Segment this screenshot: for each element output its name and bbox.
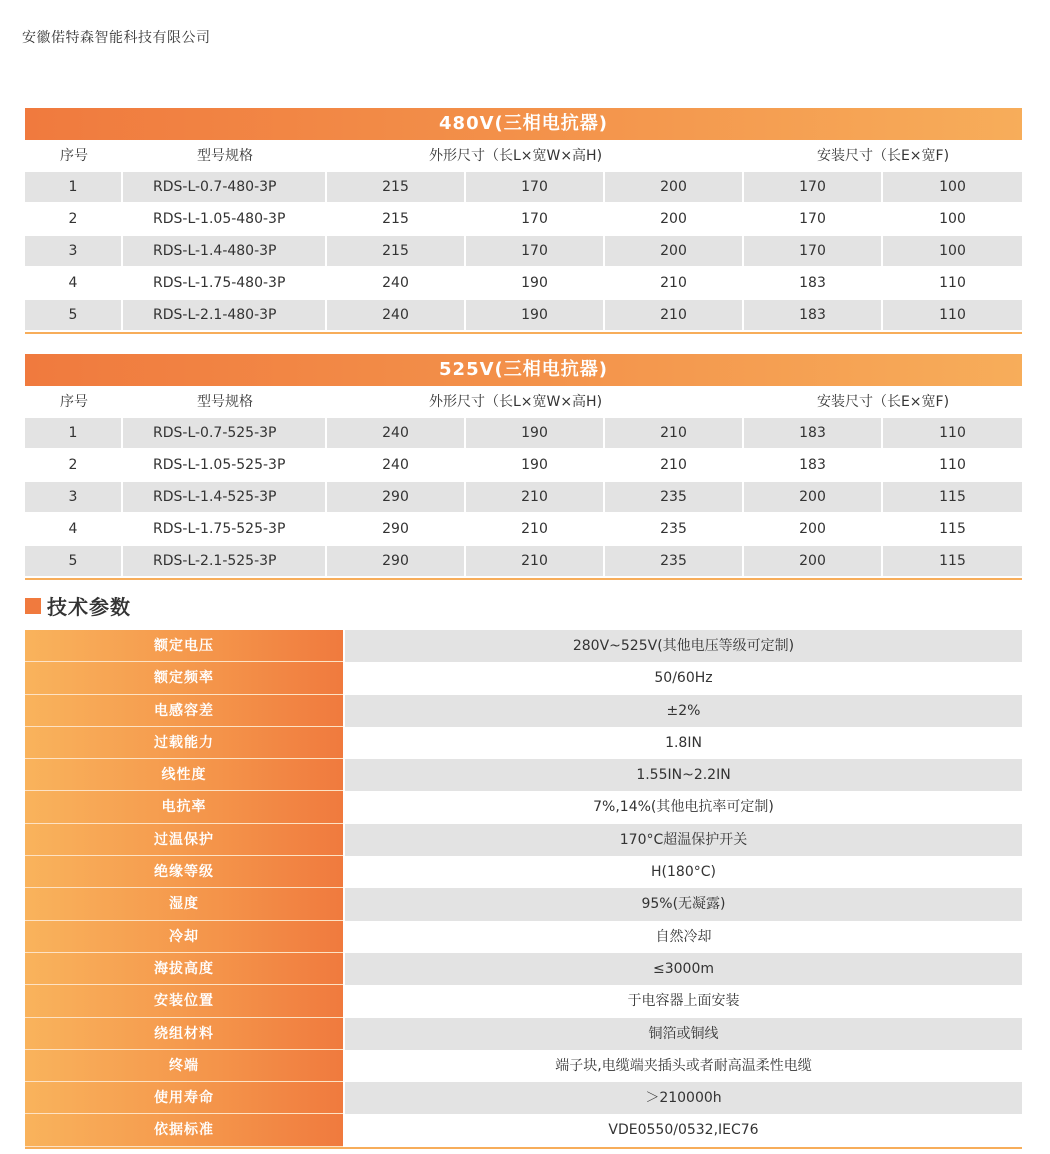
cell-model: RDS-L-2.1-480-3P [123, 300, 327, 332]
cell-mount-length: 170 [744, 236, 883, 268]
cell-length: 240 [327, 450, 466, 482]
table-header [25, 386, 1022, 418]
square-bullet-icon [25, 598, 41, 614]
cell-width: 210 [466, 546, 605, 578]
param-label: 海拔高度 [25, 953, 343, 985]
cell-mount-length: 183 [744, 450, 883, 482]
cell-length: 215 [327, 204, 466, 236]
cell-index: 3 [25, 236, 123, 268]
cell-mount-length: 200 [744, 482, 883, 514]
cell-model: RDS-L-1.05-525-3P [123, 450, 327, 482]
table-body [25, 172, 1022, 332]
header-index: 序号 [60, 394, 88, 410]
param-value: 铜箔或铜线 [345, 1018, 1022, 1050]
cell-length: 215 [327, 172, 466, 204]
cell-index: 4 [25, 268, 123, 300]
cell-height: 200 [605, 236, 744, 268]
param-row [25, 662, 1022, 694]
params-body [25, 630, 1022, 1147]
cell-mount-length: 200 [744, 546, 883, 578]
header-dims: 外形尺寸（长L×宽W×高H) [428, 148, 603, 164]
table-row [25, 300, 1022, 332]
table-row [25, 514, 1022, 546]
table-row [25, 204, 1022, 236]
param-row [25, 953, 1022, 985]
param-value: 1.8IN [665, 734, 702, 751]
cell-mount-width: 100 [883, 236, 1022, 268]
table-row [25, 236, 1022, 268]
cell-width: 170 [466, 172, 605, 204]
cell-width: 210 [466, 514, 605, 546]
cell-length: 290 [327, 482, 466, 514]
cell-length: 240 [327, 300, 466, 332]
param-row [25, 985, 1022, 1017]
param-value: ＞210000h [345, 1082, 1022, 1114]
params-divider [25, 1147, 1022, 1149]
cell-index: 3 [25, 482, 123, 514]
cell-height: 210 [605, 450, 744, 482]
tech-params-table [25, 630, 1022, 1149]
cell-mount-width: 100 [883, 172, 1022, 204]
param-label: 过温保护 [25, 824, 343, 856]
param-label: 湿度 [25, 888, 343, 920]
cell-width: 190 [466, 300, 605, 332]
cell-height: 235 [605, 514, 744, 546]
param-value: 50/60Hz [654, 670, 713, 687]
cell-index: 5 [25, 300, 123, 332]
param-label: 电抗率 [25, 791, 343, 823]
param-row [25, 888, 1022, 920]
cell-mount-length: 170 [744, 172, 883, 204]
param-label: 绕组材料 [25, 1018, 343, 1050]
cell-height: 200 [605, 172, 744, 204]
table-title: 525V(三相电抗器) [25, 354, 1022, 386]
cell-length: 290 [327, 546, 466, 578]
cell-mount-width: 110 [883, 450, 1022, 482]
cell-mount-length: 183 [744, 268, 883, 300]
cell-length: 290 [327, 514, 466, 546]
cell-width: 190 [466, 450, 605, 482]
cell-index: 1 [25, 418, 123, 450]
cell-index: 2 [25, 450, 123, 482]
cell-width: 190 [466, 418, 605, 450]
param-label: 额定频率 [25, 662, 343, 694]
table-divider [25, 578, 1022, 580]
cell-mount-width: 110 [883, 300, 1022, 332]
cell-model: RDS-L-1.4-525-3P [123, 482, 327, 514]
tech-title: 技术参数 [47, 595, 131, 619]
cell-mount-length: 170 [744, 204, 883, 236]
cell-model: RDS-L-1.75-480-3P [123, 268, 327, 300]
cell-model: RDS-L-0.7-525-3P [123, 418, 327, 450]
param-label: 使用寿命 [25, 1082, 343, 1114]
param-value: 端子块,电缆端夹插头或者耐高温柔性电缆 [555, 1057, 812, 1074]
cell-width: 170 [466, 236, 605, 268]
cell-height: 235 [605, 482, 744, 514]
param-label: 依据标准 [25, 1114, 343, 1146]
param-row [25, 1050, 1022, 1082]
cell-mount-width: 115 [883, 482, 1022, 514]
cell-index: 2 [25, 204, 123, 236]
param-value: 280V~525V(其他电压等级可定制) [345, 630, 1022, 662]
cell-model: RDS-L-1.4-480-3P [123, 236, 327, 268]
table-row [25, 172, 1022, 204]
table-row [25, 418, 1022, 450]
param-label: 过载能力 [25, 727, 343, 759]
table-header [25, 140, 1022, 172]
param-row [25, 1082, 1022, 1114]
cell-width: 210 [466, 482, 605, 514]
param-row [25, 824, 1022, 856]
param-value: 95%(无凝露) [345, 888, 1022, 920]
cell-height: 235 [605, 546, 744, 578]
table-480v [25, 108, 1022, 334]
cell-width: 170 [466, 204, 605, 236]
cell-width: 190 [466, 268, 605, 300]
param-value: 1.55IN~2.2IN [345, 759, 1022, 791]
param-label: 安装位置 [25, 985, 343, 1017]
cell-index: 1 [25, 172, 123, 204]
cell-height: 200 [605, 204, 744, 236]
cell-mount-length: 200 [744, 514, 883, 546]
param-value: 自然冷却 [655, 928, 712, 945]
table-title: 480V(三相电抗器) [25, 108, 1022, 140]
table-row [25, 450, 1022, 482]
param-row [25, 1114, 1022, 1146]
param-row [25, 630, 1022, 662]
company-name: 安徽偌特森智能科技有限公司 [22, 30, 211, 46]
param-label: 额定电压 [25, 630, 343, 662]
param-value: ±2% [345, 695, 1022, 727]
cell-model: RDS-L-1.75-525-3P [123, 514, 327, 546]
header-model: 型号规格 [197, 148, 253, 164]
param-label: 冷却 [25, 921, 343, 953]
cell-model: RDS-L-1.05-480-3P [123, 204, 327, 236]
header-dims: 外形尺寸（长L×宽W×高H) [428, 394, 603, 410]
cell-mount-width: 115 [883, 546, 1022, 578]
cell-length: 240 [327, 268, 466, 300]
tech-section-heading [25, 591, 131, 620]
param-row [25, 856, 1022, 888]
param-value: H(180°C) [651, 864, 716, 881]
header-index: 序号 [60, 148, 88, 164]
param-label: 绝缘等级 [25, 856, 343, 888]
cell-index: 5 [25, 546, 123, 578]
param-row [25, 1018, 1022, 1050]
param-label: 线性度 [25, 759, 343, 791]
param-label: 电感容差 [25, 695, 343, 727]
cell-mount-width: 100 [883, 204, 1022, 236]
cell-height: 210 [605, 418, 744, 450]
table-row [25, 482, 1022, 514]
table-525v [25, 354, 1022, 580]
cell-index: 4 [25, 514, 123, 546]
cell-model: RDS-L-0.7-480-3P [123, 172, 327, 204]
param-row [25, 727, 1022, 759]
cell-height: 210 [605, 300, 744, 332]
table-row [25, 268, 1022, 300]
cell-mount-width: 110 [883, 418, 1022, 450]
param-label: 终端 [25, 1050, 343, 1082]
header-model: 型号规格 [197, 394, 253, 410]
cell-length: 240 [327, 418, 466, 450]
param-value: 7%,14%(其他电抗率可定制) [593, 799, 774, 816]
param-row [25, 791, 1022, 823]
table-divider [25, 332, 1022, 334]
param-row [25, 695, 1022, 727]
cell-mount-width: 110 [883, 268, 1022, 300]
param-value: 170°C超温保护开关 [345, 824, 1022, 856]
param-value: VDE0550/0532,IEC76 [608, 1122, 759, 1139]
cell-height: 210 [605, 268, 744, 300]
table-row [25, 546, 1022, 578]
cell-model: RDS-L-2.1-525-3P [123, 546, 327, 578]
cell-length: 215 [327, 236, 466, 268]
header-mount: 安装尺寸（长E×宽F) [816, 148, 950, 164]
cell-mount-width: 115 [883, 514, 1022, 546]
param-row [25, 759, 1022, 791]
param-value: ≤3000m [345, 953, 1022, 985]
header-mount: 安装尺寸（长E×宽F) [816, 394, 950, 410]
param-value: 于电容器上面安装 [627, 993, 740, 1010]
table-body [25, 418, 1022, 578]
cell-mount-length: 183 [744, 418, 883, 450]
cell-mount-length: 183 [744, 300, 883, 332]
param-row [25, 921, 1022, 953]
